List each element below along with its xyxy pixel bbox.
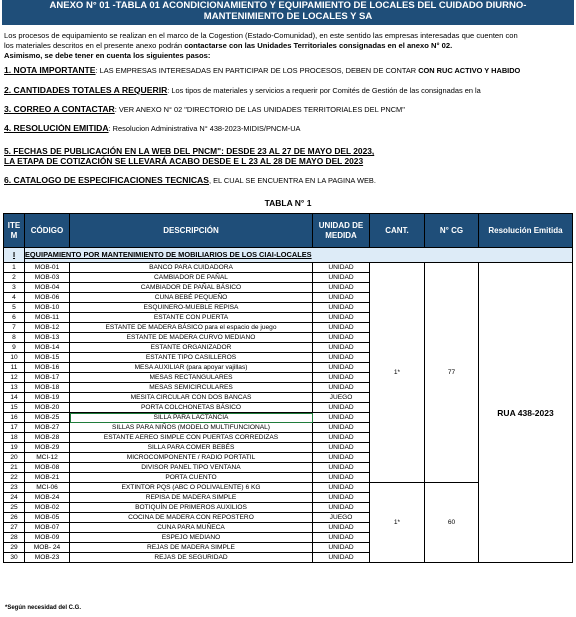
section-4-key: 4. RESOLUCIÓN EMITIDA xyxy=(4,124,109,133)
item-number-cell[interactable]: 29 xyxy=(4,543,25,553)
item-number-cell[interactable]: 15 xyxy=(4,403,25,413)
code-cell[interactable]: MOB-21 xyxy=(25,473,70,483)
item-number-cell[interactable]: 22 xyxy=(4,473,25,483)
unit-cell[interactable]: UNIDAD xyxy=(313,353,370,363)
description-cell[interactable]: REPISA DE MADERA SIMPLE xyxy=(70,493,313,503)
description-cell[interactable]: SILLA PARA LACTANCIA xyxy=(70,413,313,423)
unit-cell[interactable]: JUEGO xyxy=(313,513,370,523)
code-cell[interactable]: MOB-11 xyxy=(25,313,70,323)
code-cell[interactable]: MOB-09 xyxy=(25,533,70,543)
annex-header xyxy=(2,0,574,25)
unit-cell[interactable]: UNIDAD xyxy=(313,553,370,563)
description-cell[interactable]: MESITA CIRCULAR CON DOS BANCAS xyxy=(70,393,313,403)
header-line-1: ANEXO N° 01 -TABLA 01 ACONDICIONAMIENTO Y EQUIPAMIENTO DE LOCALES DEL CUIDADO DIURNO- xyxy=(49,0,527,11)
section-3-key: 3. CORREO A CONTACTAR xyxy=(4,105,115,114)
col-codigo: CÓDIGO xyxy=(25,214,70,248)
code-cell[interactable]: MOB-20 xyxy=(25,403,70,413)
code-cell[interactable]: MOB-16 xyxy=(25,363,70,373)
description-cell[interactable]: ESTANTE CON PUERTA xyxy=(70,313,313,323)
item-number-cell[interactable]: 27 xyxy=(4,523,25,533)
code-cell[interactable]: MOB-28 xyxy=(25,433,70,443)
item-number-cell[interactable]: 6 xyxy=(4,313,25,323)
item-number-cell[interactable]: 16 xyxy=(4,413,25,423)
description-cell[interactable]: MESA AUXILIAR (para apoyar vajillas) xyxy=(70,363,313,373)
item-number-cell[interactable]: 26 xyxy=(4,513,25,523)
item-number-cell[interactable]: 3 xyxy=(4,283,25,293)
section-6 xyxy=(4,176,574,185)
item-number-cell[interactable]: 5 xyxy=(4,303,25,313)
section-1 xyxy=(4,66,574,84)
col-ncg: N° CG xyxy=(425,214,479,248)
item-number-cell[interactable]: 1 xyxy=(4,263,25,273)
cant-group-1-cell[interactable]: 1* xyxy=(370,263,425,483)
item-number-cell[interactable]: 28 xyxy=(4,533,25,543)
description-cell[interactable]: CAMBIADOR DE PAÑAL xyxy=(70,273,313,283)
description-cell[interactable]: CUNA BEBÉ PEQUEÑO xyxy=(70,293,313,303)
code-cell[interactable]: MOB-23 xyxy=(25,553,70,563)
col-resolucion: Resolución Emitida xyxy=(479,214,573,248)
ncg-group-2-cell[interactable]: 60 xyxy=(425,483,479,563)
description-cell[interactable]: ESTANTE AEREO SIMPLE CON PUERTAS CORREDIZAS xyxy=(70,433,313,443)
item-number-cell[interactable]: 7 xyxy=(4,323,25,333)
unit-cell[interactable]: UNIDAD xyxy=(313,483,370,493)
code-cell[interactable]: MCI-12 xyxy=(25,453,70,463)
intro-line-1: Los procesos de equipamiento se realizan en el marco de la Cogestion (Estado-Comunidad), en este sentido las empresas interesadas que cuenten con xyxy=(4,31,518,40)
code-cell[interactable]: MOB-13 xyxy=(25,333,70,343)
description-cell[interactable]: PORTA COLCHONETAS BÁSICO xyxy=(70,403,313,413)
section-4-text: : Resolucion Administrativa N° 438-2023-MIDIS/PNCM-UA xyxy=(108,124,301,133)
code-cell[interactable]: MOB- 24 xyxy=(25,543,70,553)
col-unidad: UNIDAD DE MEDIDA xyxy=(313,214,370,248)
unit-cell[interactable]: UNIDAD xyxy=(313,463,370,473)
code-cell[interactable]: MOB-29 xyxy=(25,443,70,453)
unit-cell[interactable]: UNIDAD xyxy=(313,383,370,393)
unit-cell[interactable]: UNIDAD xyxy=(313,303,370,313)
section-1-text: : LAS EMPRESAS INTERESADAS EN PARTICIPAR DE LOS PROCESOS, DEBEN DE CONTAR xyxy=(95,66,419,75)
section-4 xyxy=(4,124,574,133)
item-number-cell[interactable]: 23 xyxy=(4,483,25,493)
description-cell[interactable]: CUNA PARA MUÑECA xyxy=(70,523,313,533)
section-5 xyxy=(4,146,374,166)
description-cell[interactable]: PORTA CUENTO xyxy=(70,473,313,483)
header-line-2: MANTENIMIENTO DE LOCALES Y SA xyxy=(203,11,373,22)
unit-cell[interactable]: UNIDAD xyxy=(313,473,370,483)
item-number-cell[interactable]: 20 xyxy=(4,453,25,463)
code-cell[interactable]: MOB-07 xyxy=(25,523,70,533)
item-number-cell[interactable]: 8 xyxy=(4,333,25,343)
unit-cell[interactable]: UNIDAD xyxy=(313,453,370,463)
item-number-cell[interactable]: 24 xyxy=(4,493,25,503)
description-cell[interactable]: ESPEJO MEDIANO xyxy=(70,533,313,543)
unit-cell[interactable]: UNIDAD xyxy=(313,533,370,543)
section-2-key: 2. CANTIDADES TOTALES A REQUERIR xyxy=(4,86,168,95)
table-title: TABLA N° 1 xyxy=(264,198,312,208)
description-cell[interactable]: DIVISOR PANEL TIPO VENTANA xyxy=(70,463,313,473)
code-cell[interactable]: MOB-05 xyxy=(25,513,70,523)
description-cell[interactable]: BANCO PARA CUIDADORA xyxy=(70,263,313,273)
unit-cell[interactable]: UNIDAD xyxy=(313,413,370,423)
description-cell[interactable]: SILLAS PARA NIÑOS (MODELO MULTIFUNCIONAL) xyxy=(70,423,313,433)
section-6-key: 6. CATALOGO DE ESPECIFICACIONES TECNICAS xyxy=(4,176,209,185)
description-cell[interactable]: MESAS RECTANGULARES xyxy=(70,373,313,383)
resolucion-cell[interactable]: RUA 438-2023 xyxy=(479,263,573,563)
description-cell[interactable]: ESTANTE ORGANIZADOR xyxy=(70,343,313,353)
unit-cell[interactable]: UNIDAD xyxy=(313,493,370,503)
section-5-line-2: LA ETAPA DE COTIZACIÓN SE LLEVARÁ ACABO DESDE E L 23 AL 28 DE MAYO DEL 2023 xyxy=(4,156,364,166)
unit-cell[interactable]: UNIDAD xyxy=(313,323,370,333)
ncg-group-1-cell[interactable]: 77 xyxy=(425,263,479,483)
item-number-cell[interactable]: 9 xyxy=(4,343,25,353)
code-cell[interactable]: MOB-19 xyxy=(25,393,70,403)
item-number-cell[interactable]: 4 xyxy=(4,293,25,303)
footnote: *Según necesidad del C.G. xyxy=(5,605,82,611)
item-number-cell[interactable]: 25 xyxy=(4,503,25,513)
intro-line-2b: contactarse con las Unidades Territoriales consignadas en el anexo N° 02. xyxy=(184,41,453,50)
item-number-cell[interactable]: 18 xyxy=(4,433,25,443)
section-1-bold: CON RUC ACTIVO Y HABIDO xyxy=(418,66,521,75)
item-number-cell[interactable]: 14 xyxy=(4,393,25,403)
col-item: ITE M xyxy=(4,214,25,248)
category-row xyxy=(4,248,573,263)
unit-cell[interactable]: UNIDAD xyxy=(313,503,370,513)
code-cell[interactable]: MOB-01 xyxy=(25,263,70,273)
item-number-cell[interactable]: 10 xyxy=(4,353,25,363)
unit-cell[interactable]: UNIDAD xyxy=(313,293,370,303)
section-6-text: , EL CUAL SE ENCUENTRA EN LA PAGINA WEB. xyxy=(209,176,376,185)
unit-cell[interactable]: UNIDAD xyxy=(313,343,370,353)
unit-cell[interactable]: UNIDAD xyxy=(313,283,370,293)
unit-cell[interactable]: UNIDAD xyxy=(313,333,370,343)
section-2-text: : Los tipos de materiales y servicios a requerir por Comités de Gestión de las consignadas en la xyxy=(167,86,481,95)
code-cell[interactable]: MOB-15 xyxy=(25,353,70,363)
description-cell[interactable]: COCINA DE MADERA CON REPOSTERO xyxy=(70,513,313,523)
item-number-cell[interactable]: 12 xyxy=(4,373,25,383)
table-row[interactable] xyxy=(4,263,573,273)
item-number-cell[interactable]: 13 xyxy=(4,383,25,393)
unit-cell[interactable]: UNIDAD xyxy=(313,543,370,553)
item-number-cell[interactable]: 17 xyxy=(4,423,25,433)
unit-cell[interactable]: UNIDAD xyxy=(313,313,370,323)
unit-cell[interactable]: UNIDAD xyxy=(313,443,370,453)
unit-cell[interactable]: UNIDAD xyxy=(313,433,370,443)
unit-cell[interactable]: UNIDAD xyxy=(313,403,370,413)
description-cell[interactable]: REJAS DE SEGURIDAD xyxy=(70,553,313,563)
col-cant: CANT. xyxy=(370,214,425,248)
code-cell[interactable]: MOB-10 xyxy=(25,303,70,313)
unit-cell[interactable]: UNIDAD xyxy=(313,273,370,283)
code-cell[interactable]: MOB-03 xyxy=(25,273,70,283)
category-label: EQUIPAMIENTO POR MANTENIMIENTO DE MOBILIARIOS DE LOS CIAI-LOCALES xyxy=(25,248,573,263)
cant-group-2-cell[interactable]: 1* xyxy=(370,483,425,563)
section-2 xyxy=(4,86,574,95)
code-cell[interactable]: MOB-17 xyxy=(25,373,70,383)
unit-cell[interactable]: UNIDAD xyxy=(313,363,370,373)
code-cell[interactable]: MOB-04 xyxy=(25,283,70,293)
code-cell[interactable]: MCI-06 xyxy=(25,483,70,493)
equipment-table xyxy=(3,213,573,563)
code-cell[interactable]: MOB-25 xyxy=(25,413,70,423)
section-1-key: 1. NOTA IMPORTANTE xyxy=(4,66,96,75)
code-cell[interactable]: MOB-27 xyxy=(25,423,70,433)
unit-cell[interactable]: JUEGO xyxy=(313,393,370,403)
table-header-row xyxy=(4,214,573,248)
category-item: I xyxy=(4,248,25,263)
intro-line-3: Asimismo, se debe tener en cuenta los siguientes pasos: xyxy=(4,51,211,60)
code-cell[interactable]: MOB-06 xyxy=(25,293,70,303)
code-cell[interactable]: MOB-24 xyxy=(25,493,70,503)
col-descripcion: DESCRIPCIÓN xyxy=(70,214,313,248)
description-cell[interactable]: ESTANTE TIPO CASILLEROS xyxy=(70,353,313,363)
section-3 xyxy=(4,105,574,114)
unit-cell[interactable]: UNIDAD xyxy=(313,523,370,533)
code-cell[interactable]: MOB-08 xyxy=(25,463,70,473)
code-cell[interactable]: MOB-14 xyxy=(25,343,70,353)
description-cell[interactable]: EXTINTOR PQS (ABC O POLIVALENTE) 6 KG xyxy=(70,483,313,493)
item-number-cell[interactable]: 19 xyxy=(4,443,25,453)
description-cell[interactable]: ESTANTE DE MADERA BÁSICO para el espacio de juego xyxy=(70,323,313,333)
section-5-line-1: 5. FECHAS DE PUBLICACIÓN EN LA WEB DEL PNCM": DESDE 23 AL 27 DE MAYO DEL 2023, xyxy=(4,146,375,156)
code-cell[interactable]: MOB-12 xyxy=(25,323,70,333)
description-cell[interactable]: ESTANTE DE MADERA CURVO MEDIANO xyxy=(70,333,313,343)
intro-line-2 xyxy=(4,41,572,51)
description-cell[interactable]: BOTIQUÍN DE PRIMEROS AUXILIOS xyxy=(70,503,313,513)
item-number-cell[interactable]: 2 xyxy=(4,273,25,283)
unit-cell[interactable]: UNIDAD xyxy=(313,423,370,433)
item-number-cell[interactable]: 11 xyxy=(4,363,25,373)
item-number-cell[interactable]: 21 xyxy=(4,463,25,473)
description-cell[interactable]: REJAS DE MADERA SIMPLE xyxy=(70,543,313,553)
code-cell[interactable]: MOB-18 xyxy=(25,383,70,393)
description-cell[interactable]: MICROCOMPONENTE / RADIO PORTATIL xyxy=(70,453,313,463)
unit-cell[interactable]: UNIDAD xyxy=(313,263,370,273)
unit-cell[interactable]: UNIDAD xyxy=(313,373,370,383)
description-cell[interactable]: ESQUINERO-MUEBLE REPISA xyxy=(70,303,313,313)
intro-paragraph xyxy=(4,31,572,61)
section-3-text: : VER ANEXO N° 02 "DIRECTORIO DE LAS UNIDADES TERRITORIALES DEL PNCM" xyxy=(114,105,405,114)
code-cell[interactable]: MOB-02 xyxy=(25,503,70,513)
item-number-cell[interactable]: 30 xyxy=(4,553,25,563)
description-cell[interactable]: MESAS SEMICIRCULARES xyxy=(70,383,313,393)
description-cell[interactable]: SILLA PARA COMER BEBÉS xyxy=(70,443,313,453)
description-cell[interactable]: CAMBIADOR DE PAÑAL BÁSICO xyxy=(70,283,313,293)
intro-line-2a: los materiales descritos en el presente anexo podrán xyxy=(4,41,185,50)
